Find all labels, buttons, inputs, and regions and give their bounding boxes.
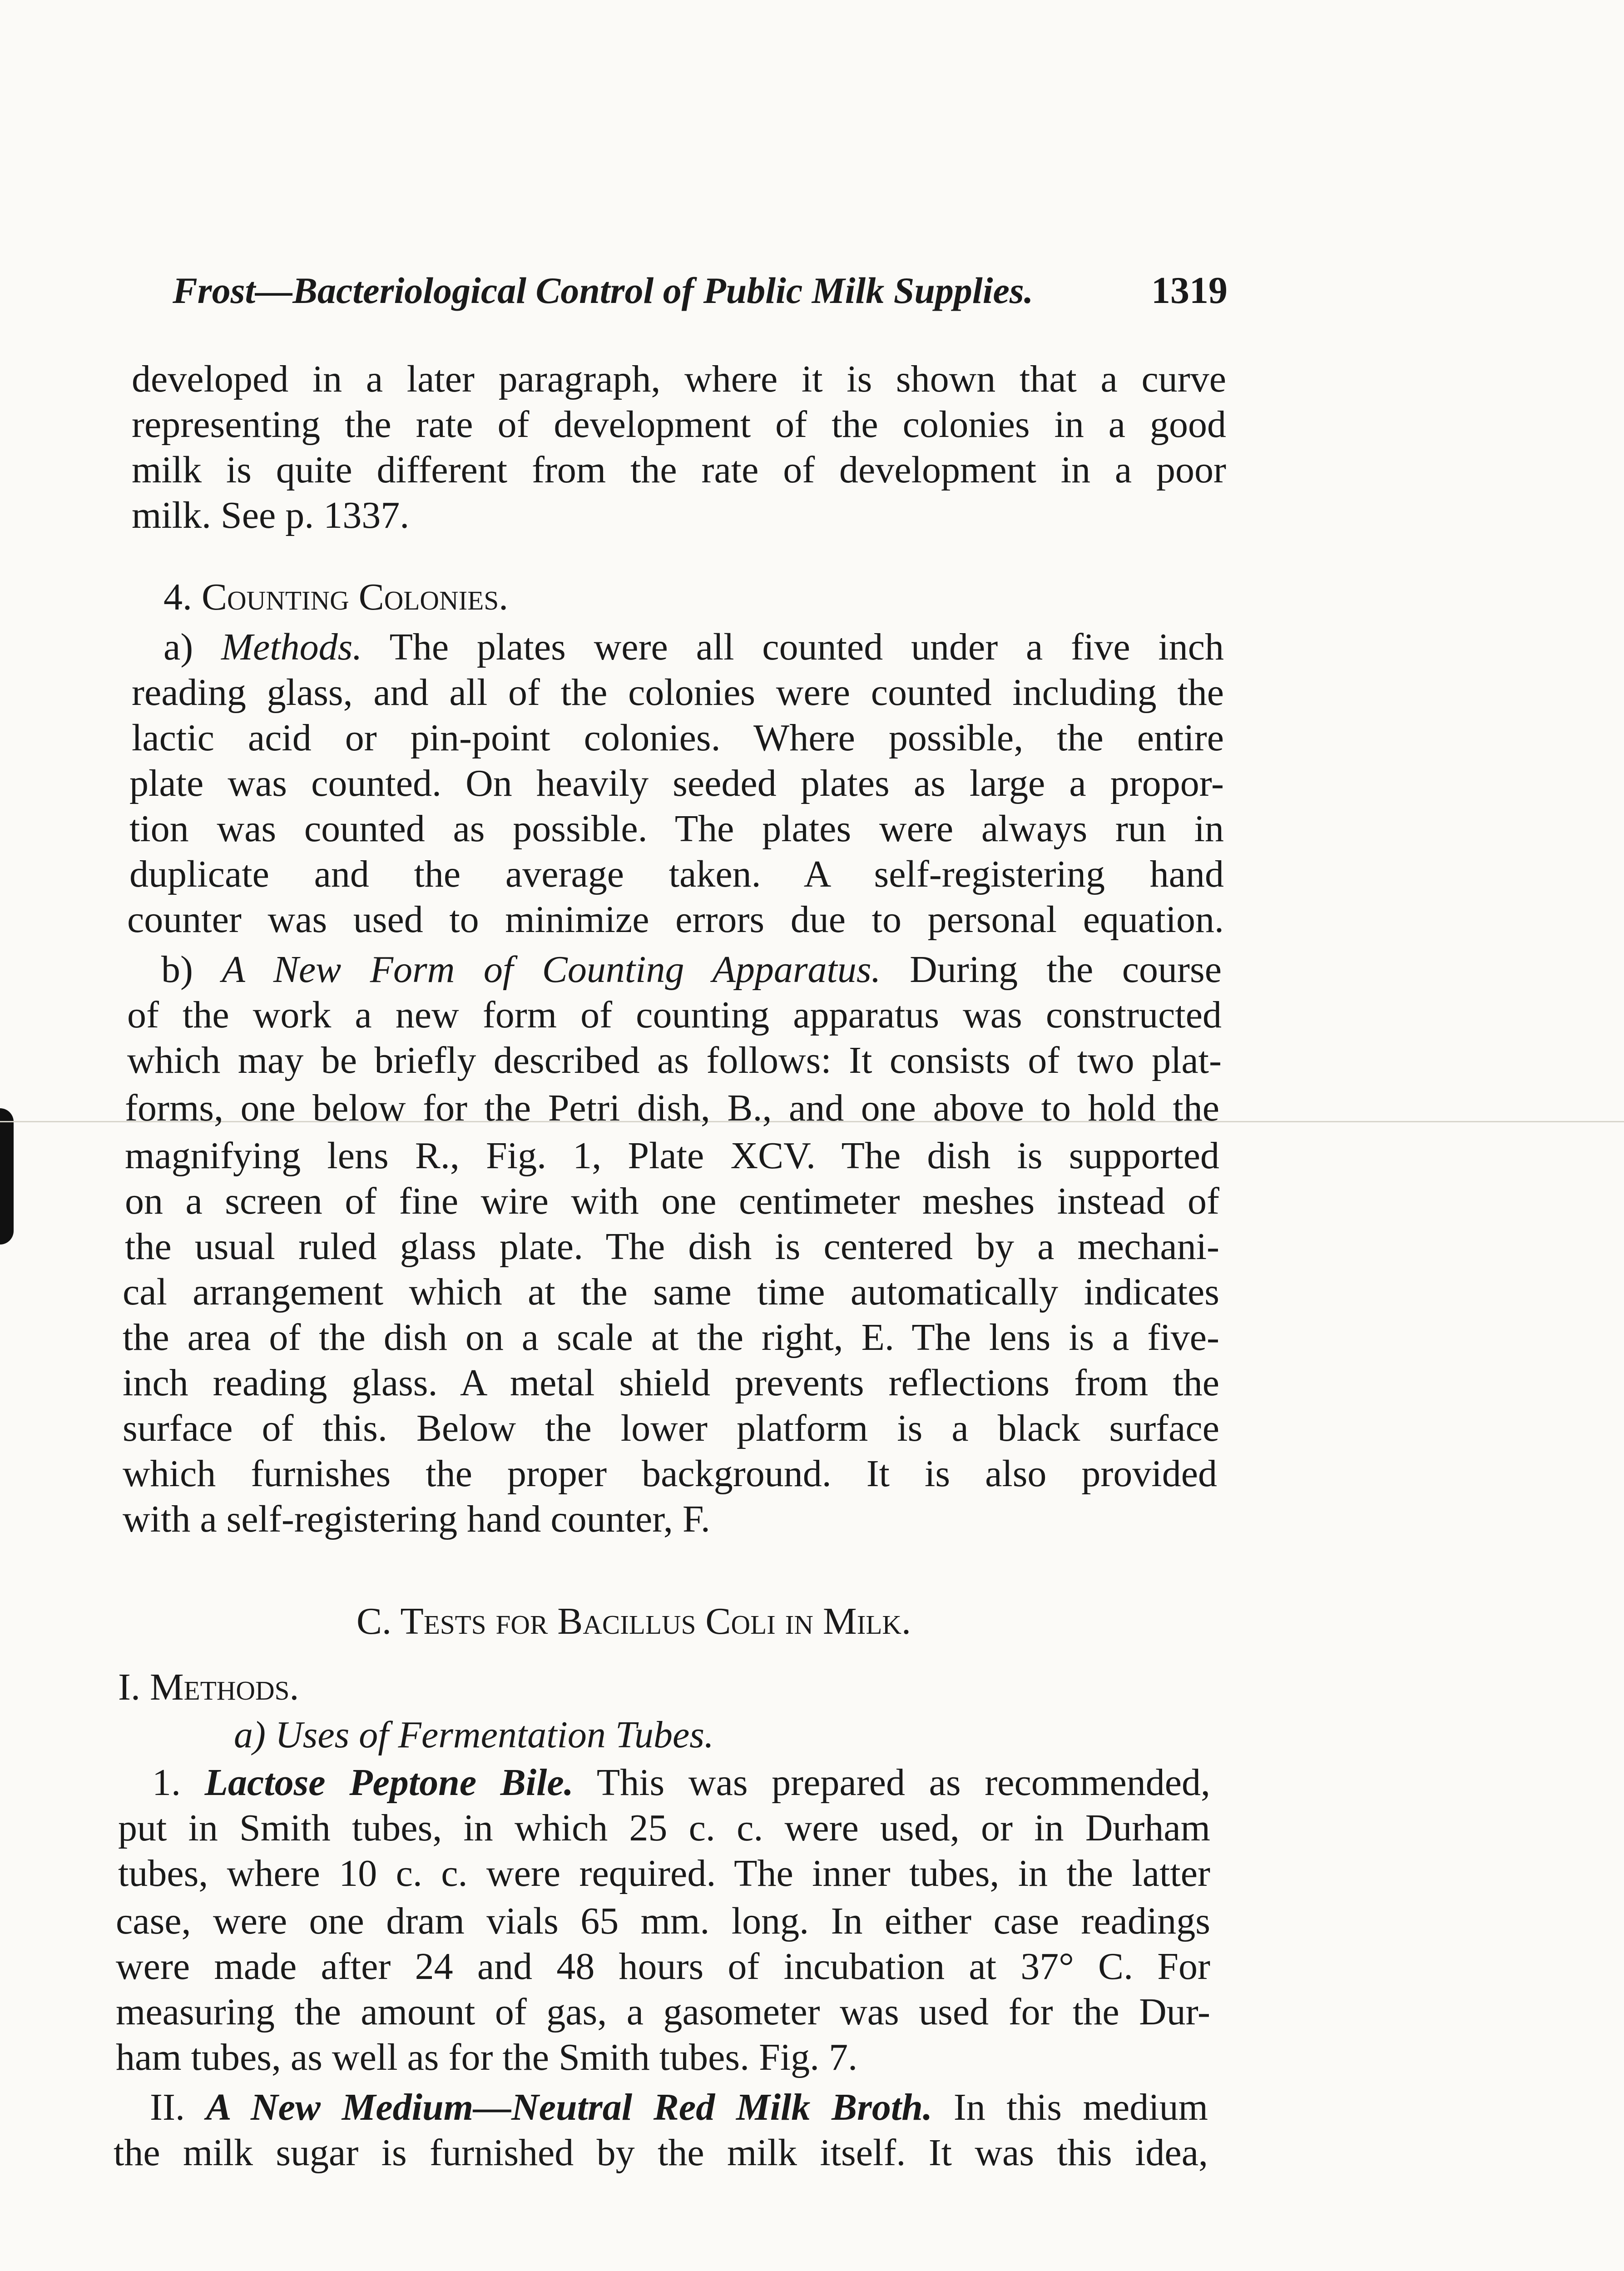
line-rest: In this medium	[932, 2086, 1208, 2128]
item-label: A New Form of Counting Apparatus.	[222, 948, 881, 991]
text-line	[161, 947, 1222, 992]
line-rest: The plates were all counted under a five inch	[362, 626, 1224, 668]
text-line: inch reading glass. A metal shield prevents reflections from the	[123, 1362, 1219, 1404]
item-prefix: b)	[161, 948, 222, 991]
text-line: forms, one below for the Petri dish, B., and one above to hold the	[125, 1087, 1219, 1129]
item-label: A New Medium—Neutral Red Milk Broth.	[206, 2086, 932, 2128]
text-line: put in Smith tubes, in which 25 c. c. were used, or in Durham	[118, 1807, 1210, 1849]
text-line: of the work a new form of counting apparatus was constructed	[127, 994, 1222, 1036]
scan-edge-shadow	[0, 1108, 14, 1245]
section-number: 4.	[163, 576, 202, 618]
item-prefix: a)	[163, 626, 222, 668]
text-line: the usual ruled glass plate. The dish is centered by a mechani-	[125, 1225, 1219, 1268]
text-line: plate was counted. On heavily seeded plates as large a propor-	[129, 762, 1224, 804]
text-line	[150, 2085, 1208, 2130]
item-prefix: 1.	[152, 1761, 205, 1804]
line-rest: During the course	[881, 948, 1222, 991]
text-line	[152, 1760, 1210, 1805]
text-line: ham tubes, as well as for the Smith tubes. Fig. 7.	[116, 2036, 858, 2078]
text-line: milk. See p. 1337.	[132, 494, 410, 536]
text-line: duplicate and the average taken. A self-registering hand	[129, 853, 1224, 895]
text-line: reading glass, and all of the colonies were counted including the	[132, 671, 1224, 714]
text-line: the milk sugar is furnished by the milk itself. It was this idea,	[114, 2132, 1208, 2174]
text-line: milk is quite different from the rate of development in a poor	[132, 449, 1226, 491]
text-line	[163, 625, 1224, 670]
item-prefix: II.	[150, 2086, 206, 2128]
text-line: lactic acid or pin-point colonies. Where possible, the entire	[132, 717, 1224, 759]
running-title: Frost—Bacteriological Control of Public Milk Supplies.	[173, 270, 1034, 311]
text-line: surface of this. Below the lower platform is a black surface	[123, 1407, 1219, 1449]
section-heading	[163, 575, 508, 620]
line-rest: This was prepared as recommended,	[573, 1761, 1211, 1804]
text-line: developed in a later paragraph, where it is shown that a curve	[132, 358, 1226, 400]
subsection-subheading: a) Uses of Fermentation Tubes.	[234, 1714, 714, 1756]
text-line: measuring the amount of gas, a gasometer was used for the Dur-	[116, 1991, 1210, 2033]
item-label: Methods.	[221, 626, 362, 668]
text-line: case, were one dram vials 65 mm. long. In either case readings	[116, 1900, 1210, 1942]
text-line: tubes, where 10 c. c. were required. The inner tubes, in the latter	[118, 1852, 1210, 1894]
text-line: which furnishes the proper background. It is also provided	[123, 1453, 1217, 1495]
text-line: the area of the dish on a scale at the right, E. The lens is a five-	[123, 1316, 1219, 1359]
section-title-c: C. Tests for Bacillus Coli in Milk.	[356, 1600, 911, 1642]
section-title: Counting Colonies.	[202, 576, 509, 618]
text-line: on a screen of fine wire with one centimeter meshes instead of	[125, 1180, 1219, 1222]
text-line: representing the rate of development of the colonies in a good	[132, 403, 1226, 446]
text-line: which may be briefly described as follows: It consists of two plat-	[127, 1039, 1222, 1081]
text-line: cal arrangement which at the same time automatically indicates	[123, 1271, 1219, 1313]
text-line: counter was used to minimize errors due to personal equation.	[127, 898, 1224, 941]
item-label: Lactose Peptone Bile.	[204, 1761, 574, 1804]
page-number: 1319	[1151, 269, 1228, 312]
subsection-heading: I. Methods.	[118, 1666, 299, 1708]
text-line: tion was counted as possible. The plates were always run in	[129, 808, 1224, 850]
text-line: magnifying lens R., Fig. 1, Plate XCV. The dish is supported	[125, 1135, 1219, 1177]
text-line: were made after 24 and 48 hours of incubation at 37° C. For	[116, 1945, 1210, 1988]
text-line: with a self-registering hand counter, F.	[123, 1498, 710, 1540]
